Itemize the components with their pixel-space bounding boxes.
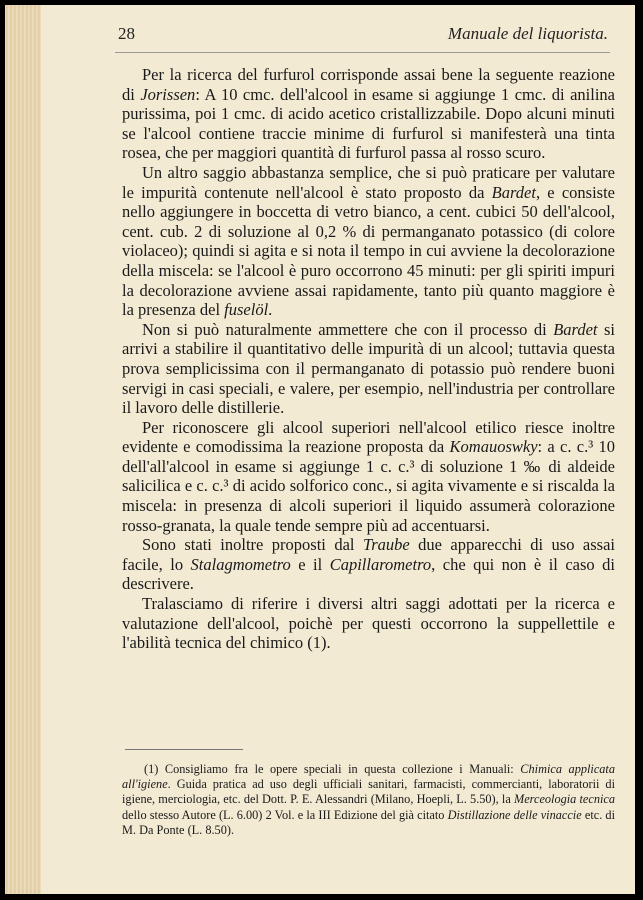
text-run: Per la ricerca del furfurol corrisponde assai bene la seguente reazione di (122, 65, 615, 104)
body-text (122, 65, 615, 653)
paragraph (122, 594, 615, 653)
text-run: , e consiste nello aggiungere in boccetta di vetro bianco, a cent. cubici 50 dell'alcool, cent. cub. 2 di soluzione al 0,2 % di permanganato potassico (di colore violaceo); quindi si agita e si nota il tempo in cui avviene la decolorazione della miscela: se l'alcool è puro occorrono 45 minuti: per gli spiriti impuri la decolorazione avviene assai rapidamente, tanto più quanto maggiore è la presenza del (122, 182, 616, 320)
text-run: Per riconoscere gli alcool superiori nell'alcool etilico riesce inoltre evidente e comodissima la reazione proposta da (122, 417, 615, 457)
text-run: Sono stati inoltre proposti dal (142, 535, 363, 555)
paragraph (122, 320, 615, 418)
paragraph (122, 163, 615, 320)
page-number: 28 (118, 24, 135, 43)
paragraph (122, 65, 615, 163)
text-run: : A 10 cmc. dell'alcool in esame si aggiunge 1 cmc. di anilina purissima, poi 1 cmc. di acido acetico cristallizzabile. Dopo alcuni minuti se l'alcool contiene traccie minime di furfurol si manifesterà una tinta rosea, che per maggiori quantità di furfurol passa al rosso scuro. (122, 84, 615, 163)
italic-term: Traube (362, 535, 410, 555)
text-run: dello stesso Autore (L. 6.00) 2 Vol. e la III Edizione del già citato (122, 807, 448, 822)
footnote-rule (125, 749, 243, 750)
italic-term: fuselöl (224, 300, 269, 320)
text-run: . Guida pratica ad uso degli ufficiali sanitari, farmacisti, commercianti, laboratorii di igiene, merciologia, etc. del Dott. P. E. Alessandri (Milano, Hoepli, L. 5.50), la (122, 777, 615, 807)
text-run: , che qui non è il caso di descrivere. (122, 554, 615, 594)
text-run: Un altro saggio abbastanza semplice, che si può praticare per valutare le impurità contenute nell'alcool è stato proposto da (122, 162, 615, 202)
text-run: etc. di M. Da Ponte (L. 8.50). (122, 807, 615, 837)
text-run: Non si può naturalmente ammettere che con il processo di (142, 319, 554, 339)
paragraph (122, 418, 615, 536)
page-header (115, 20, 610, 53)
italic-term: Bardet (553, 319, 598, 339)
italic-term: Capillarometro (329, 554, 432, 574)
italic-term: Merceologia tecnica (513, 792, 616, 807)
text-run: (1) Consigliamo fra le opere speciali in questa collezione i Manuali: (144, 762, 521, 776)
italic-term: Jorissen (140, 84, 196, 104)
text-run: Tralasciamo di riferire i diversi altri saggi adottati per la ricerca e valutazione dell'alcool, poichè per questi occorrono la suppellettile e l'abilità tecnica del chimico (1). (122, 594, 615, 653)
book-page (5, 5, 635, 894)
italic-term: Bardet (491, 182, 536, 202)
text-run: : a c. c.³ 10 dell'all'alcool in esame si aggiunge 1 c. c.³ di soluzione 1 ‰ di aldeide salicilica e c. c.³ di acido solforico conc., si agita vivamente e si riscalda la miscela: in presenza di alcoli superiori il liquido assumerà colorazione rosso-granata, la quale tende sempre più ad accentuarsi. (122, 437, 615, 535)
text-run: . (268, 300, 273, 320)
text-run: e il (290, 554, 330, 574)
text-run: si arrivi a stabilire il quantitativo delle impurità di un alcool; tuttavia questa prova semplicissima con il permanganato di potassio può rendere buoni servigi in casi speciali, e valere, per esempio, nell'industria per controllare il lavoro delle distillerie. (122, 319, 615, 418)
italic-term: Komauoswky (449, 437, 538, 457)
text-run: due apparecchi di uso assai facile, lo (122, 535, 615, 574)
italic-term: Distillazione delle vinaccie (447, 807, 582, 822)
paragraph (122, 535, 615, 594)
page-edge-gutter (5, 5, 41, 894)
footnote-text (122, 762, 615, 838)
italic-term: Chimica applicata all'igiene (122, 762, 615, 792)
footnote (122, 762, 615, 838)
italic-term: Stalagmometro (190, 554, 291, 574)
running-title: Manuale del liquorista. (447, 24, 608, 43)
